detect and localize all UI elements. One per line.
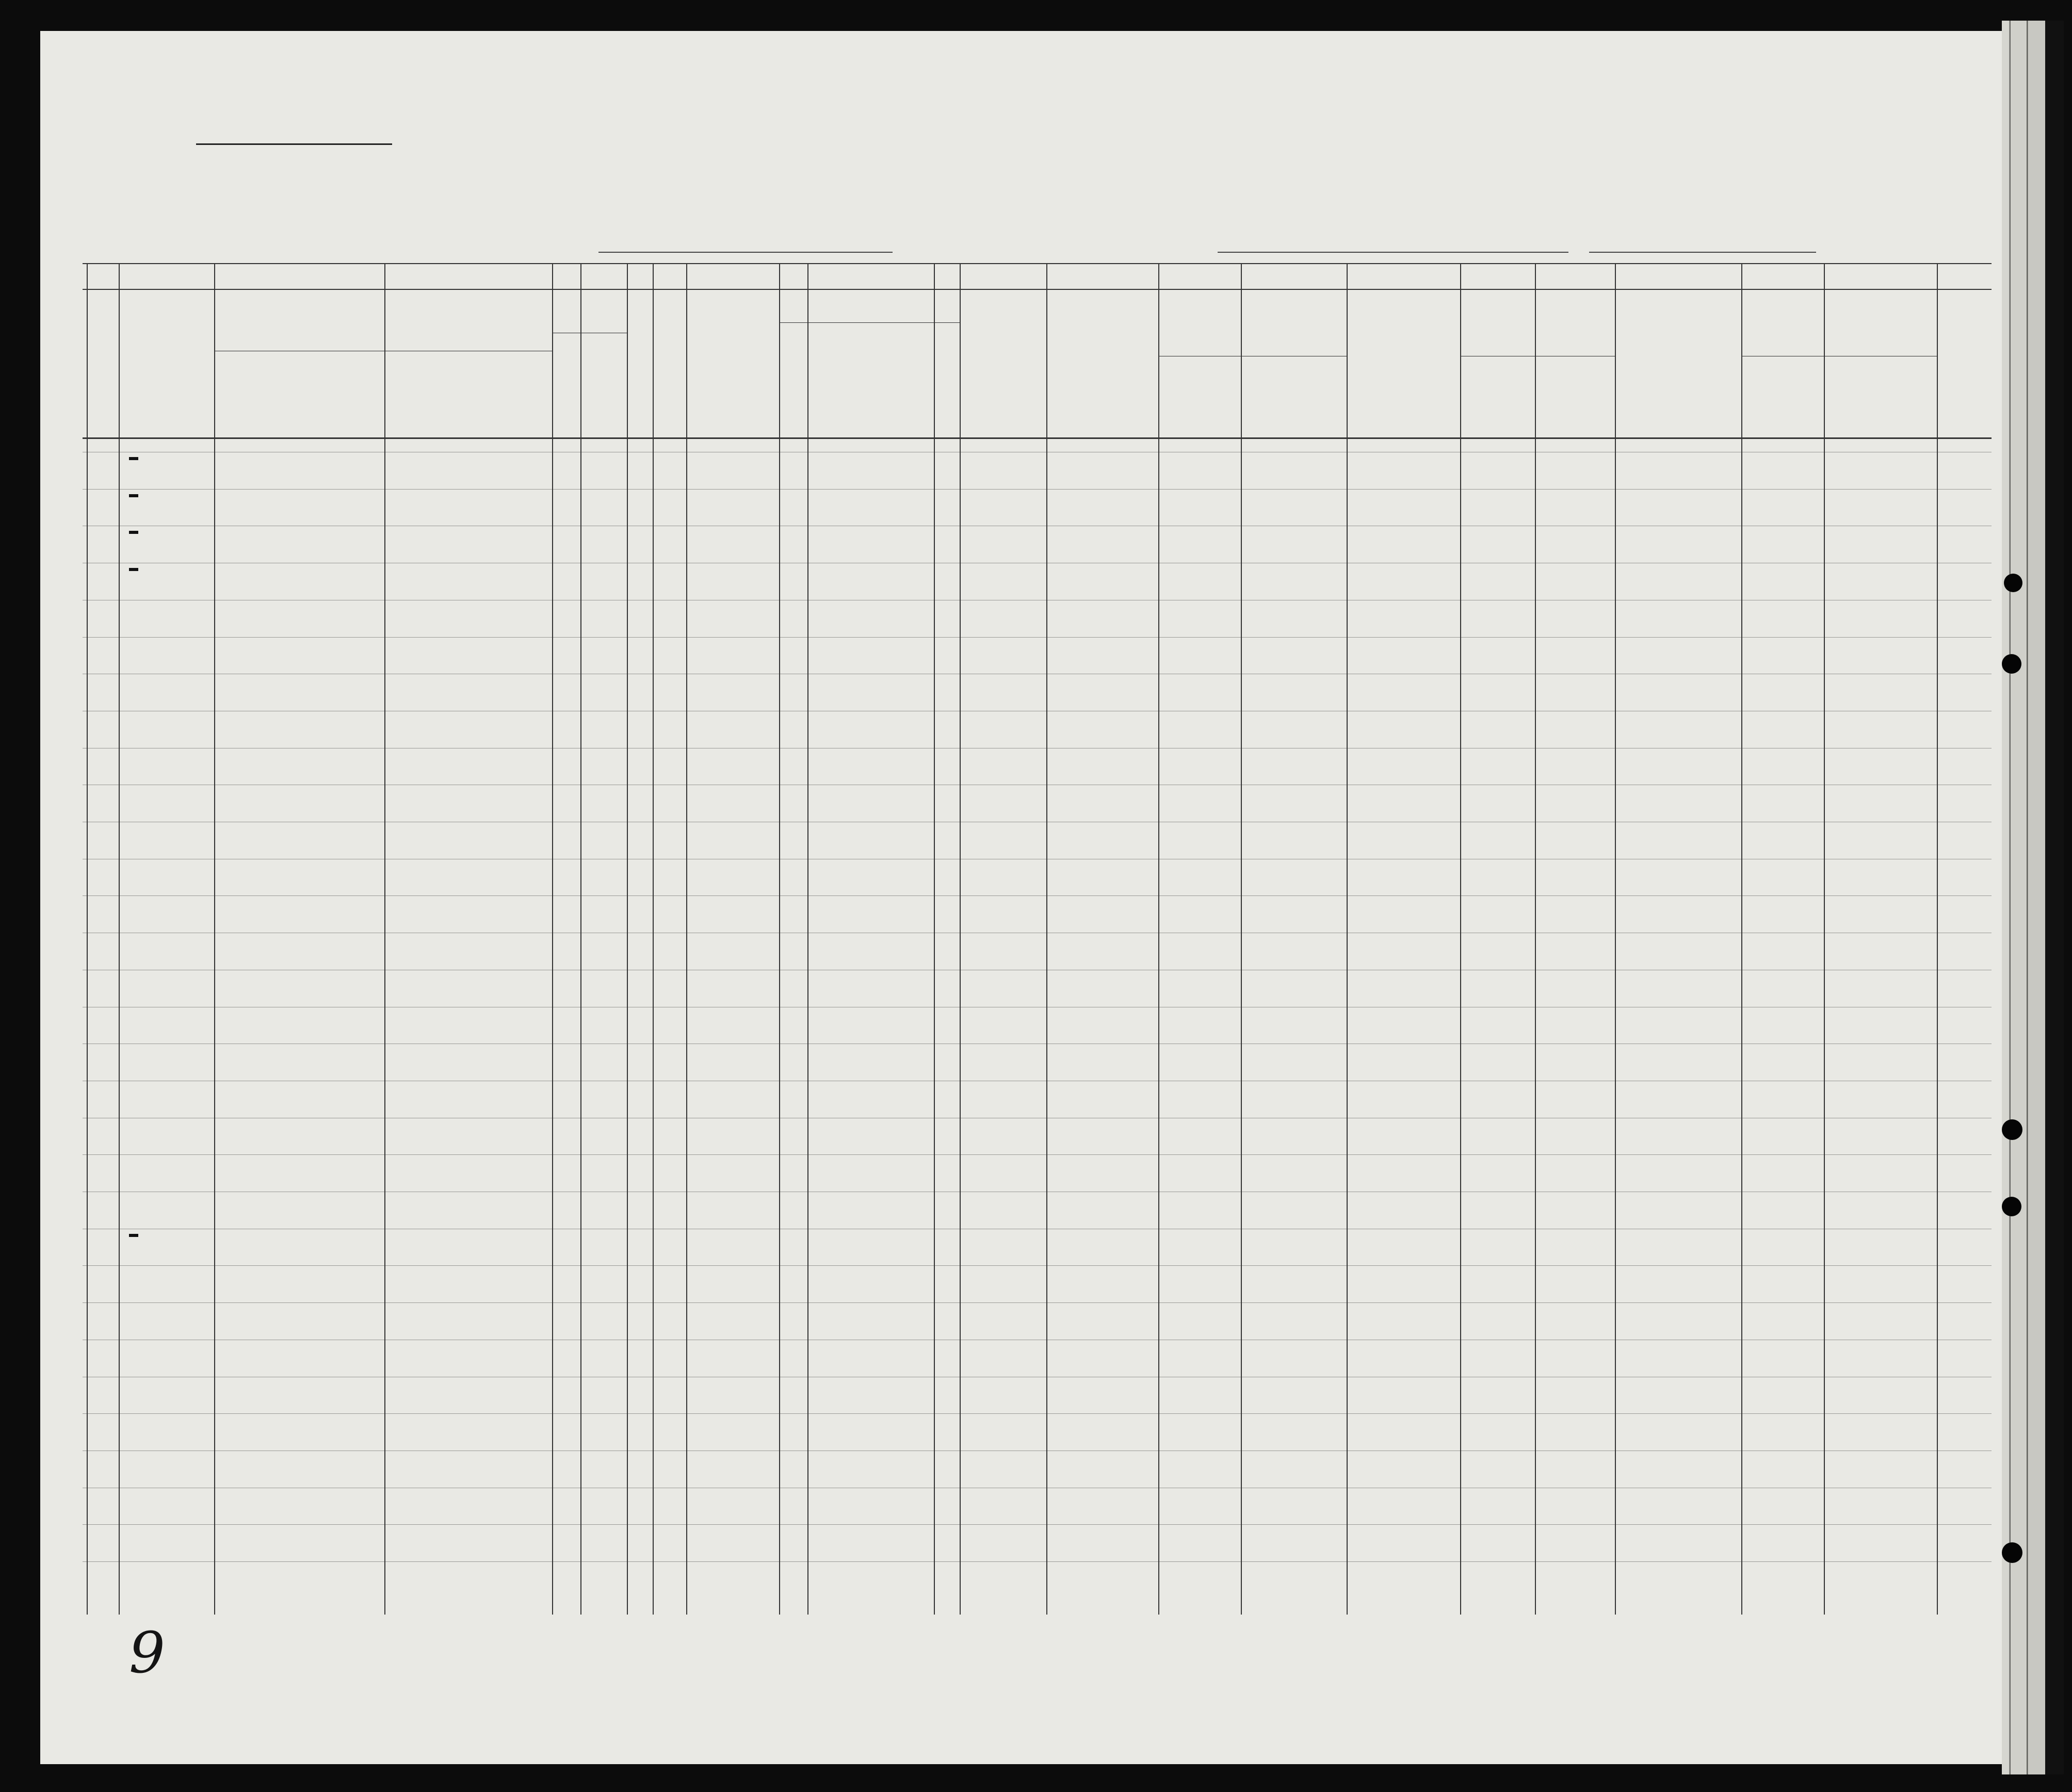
column-rule [87, 263, 88, 1615]
column-rule [580, 263, 581, 1615]
punch-hole [2002, 654, 2021, 674]
usc-stamp [129, 1234, 138, 1237]
column-rule [1241, 263, 1242, 1615]
punch-hole [2004, 574, 2022, 592]
column-rule [960, 263, 961, 1615]
row-rule [83, 1561, 1992, 1562]
column-rule [1158, 263, 1159, 1615]
column-rule [653, 263, 654, 1615]
column-rule [1937, 263, 1938, 1615]
column-rule [1535, 263, 1536, 1615]
page-edge [2002, 21, 2064, 1774]
manifest-sheet [40, 31, 2031, 1764]
column-rule [214, 263, 215, 1615]
ship-underline [598, 252, 893, 253]
column-rule [779, 263, 780, 1615]
punch-hole [2002, 1542, 2022, 1563]
list-underline [196, 143, 392, 145]
column-rule [119, 263, 120, 1615]
margin-mark: 9 [129, 1620, 165, 1686]
row-rule [83, 1413, 1992, 1414]
date-underline [1589, 252, 1816, 253]
column-rule [934, 263, 935, 1615]
column-rule [807, 263, 808, 1615]
usc-stamp [129, 531, 138, 534]
row-rule [83, 637, 1992, 638]
row-rule [83, 895, 1992, 896]
row-rule [83, 1524, 1992, 1525]
punch-hole [2002, 1197, 2021, 1216]
usc-stamp [129, 494, 138, 497]
row-rule [83, 1302, 1992, 1303]
column-rule [1460, 263, 1461, 1615]
column-number-rule [83, 289, 1992, 290]
table-top-rule [83, 263, 1992, 264]
column-rule [686, 263, 687, 1615]
usc-stamp [129, 457, 138, 460]
able-subrule [779, 322, 960, 323]
punch-hole [2002, 1119, 2022, 1140]
column-rule [1046, 263, 1047, 1615]
row-rule [83, 1265, 1992, 1266]
column-rule [552, 263, 553, 1615]
row-rule [83, 1154, 1992, 1155]
usc-stamp [129, 568, 138, 571]
header-bottom-rule [83, 437, 1992, 439]
column-rule [384, 263, 385, 1615]
column-rule [1347, 263, 1348, 1615]
port-underline [1218, 252, 1568, 253]
column-rule [627, 263, 628, 1615]
column-rule [1741, 263, 1742, 1615]
column-rule [1824, 263, 1825, 1615]
row-rule [83, 489, 1992, 490]
column-rule [1615, 263, 1616, 1615]
